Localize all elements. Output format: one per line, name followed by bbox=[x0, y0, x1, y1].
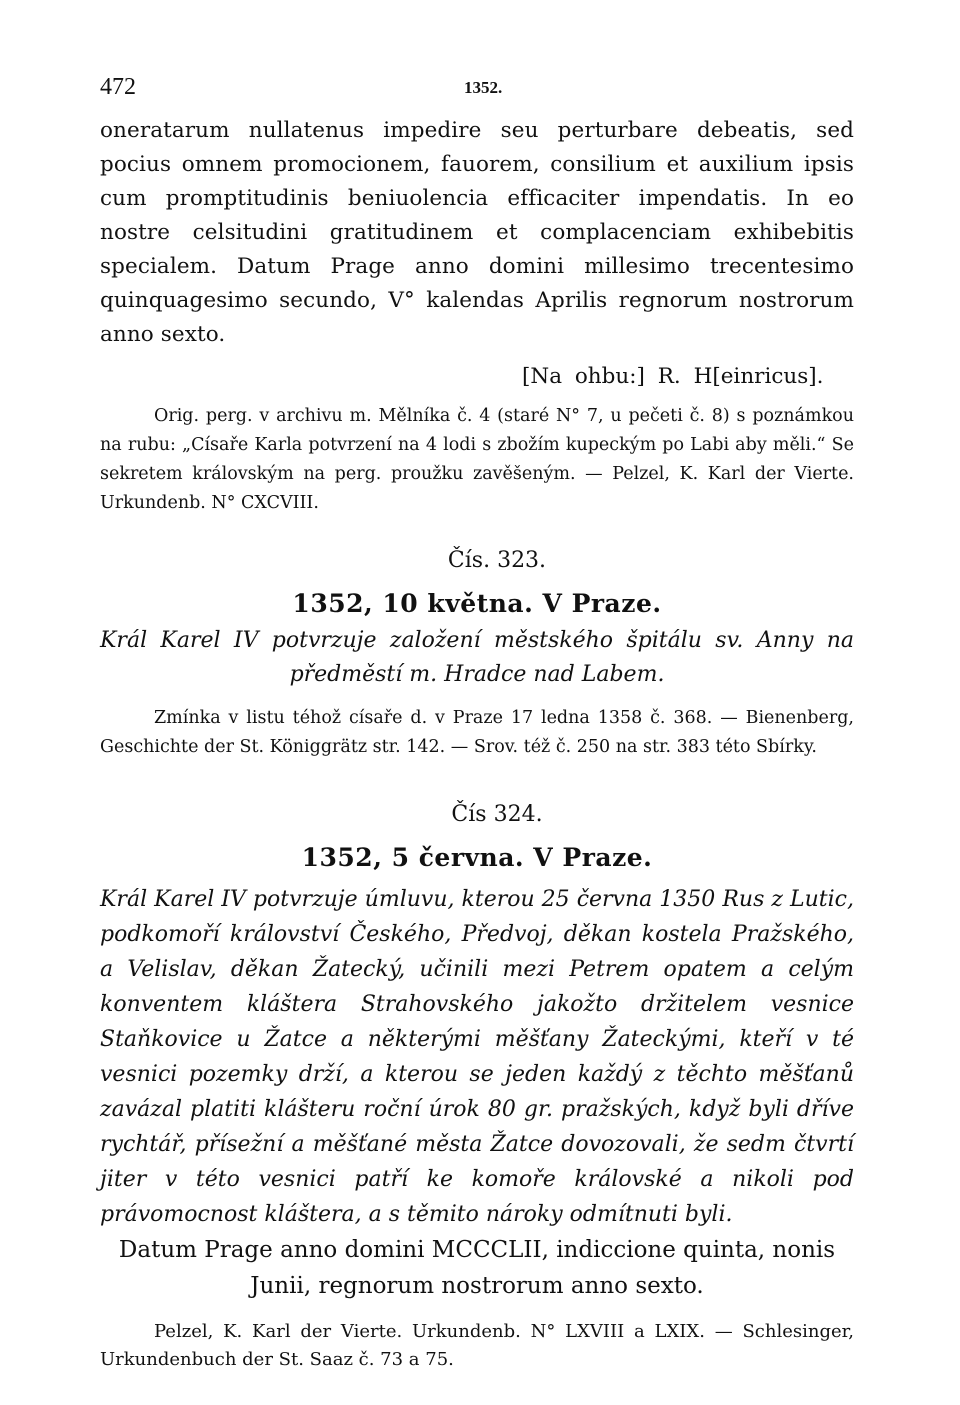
document-322-end bbox=[100, 114, 854, 518]
document-324 bbox=[100, 802, 854, 1374]
datum-clause: Datum Prage anno domini MCCCLII, indiccione quinta, nonis Junii, regnorum nostrorum anno sexto. bbox=[118, 1237, 836, 1299]
regest-summary: Král Karel IV potvrzuje založení městského špitálu sv. Anny na předměstí m. Hradce nad Labem. bbox=[100, 628, 854, 687]
page-number: 472 bbox=[100, 74, 136, 100]
document-number: Čís. 323. bbox=[447, 548, 547, 573]
running-head-year: 1352. bbox=[464, 78, 503, 97]
document-date-place: 1352, 5 června. V Praze. bbox=[301, 843, 653, 872]
document-number: Čís 324. bbox=[451, 802, 543, 827]
charter-text-continuation: oneratarum nullatenus impedire seu perturbare debeatis, sed pocius omnem promocionem, fauorem, consilium et auxilium ipsis cum promptitudinis beniuolencia efficaciter impendatis. In eo nostre celsitudini gratitudinem et complacenciam exhibebitis specialem. Datum Prage anno domini millesimo trecentesimo quinquagesimo secundo, V° kalendas Aprilis regnorum nostrorum anno sexto. bbox=[100, 118, 854, 347]
chancery-signature: [Na ohbu:] R. H[einricus]. bbox=[522, 364, 824, 389]
regest-summary: Král Karel IV potvrzuje úmluvu, kterou 25 června 1350 Rus z Lutic, podkomoří království Českého, Předvoj, děkan kostela Pražského, a Velislav, děkan Žatecký, učinili mezi Petrem opatem a celým konventem kláštera Strahovského jakožto držitelem vesnice Staňkovice u Žatce a některými měšťany Žateckými, kteří v té vesnici pozemky drží, a kterou se jeden každý z těchto měšťanů zavázal platiti klášteru roční úrok 80 gr. pražských, když byli dříve rychtář, přísežní a měšťané města Žatce dovozovali, že sedm čtvrtí jiter v této vesnici patří ke komoře královské a nikoli pod právomocnost kláštera, a s těmito nároky odmítnuti byli. bbox=[100, 887, 854, 1227]
document-323 bbox=[100, 548, 854, 762]
page-header bbox=[100, 74, 854, 114]
source-references: Pelzel, K. Karl der Vierte. Urkundenb. N° LXVIII a LXIX. — Schlesinger, Urkundenbuch der St. Saaz č. 73 a 75. bbox=[100, 1321, 854, 1370]
document-date-place: 1352, 10 května. V Praze. bbox=[292, 589, 662, 618]
reference-note: Zmínka v listu téhož císaře d. v Praze 17 ledna 1358 č. 368. — Bienenberg, Geschichte der St. Königgrätz str. 142. — Srov. též č. 250 na str. 383 této Sbírky. bbox=[100, 708, 854, 757]
archival-note: Orig. perg. v archivu m. Mělníka č. 4 (staré N° 7, u pečeti č. 8) s poznámkou na rubu: „Císaře Karla potvrzení na 4 lodi s zbožím kupeckým po Labi aby měli.“ Se sekretem královským na perg. proužku zavěšeným. — Pelzel, K. Karl der Vierte. Urkundenb. N° CXCVIII. bbox=[100, 406, 854, 513]
